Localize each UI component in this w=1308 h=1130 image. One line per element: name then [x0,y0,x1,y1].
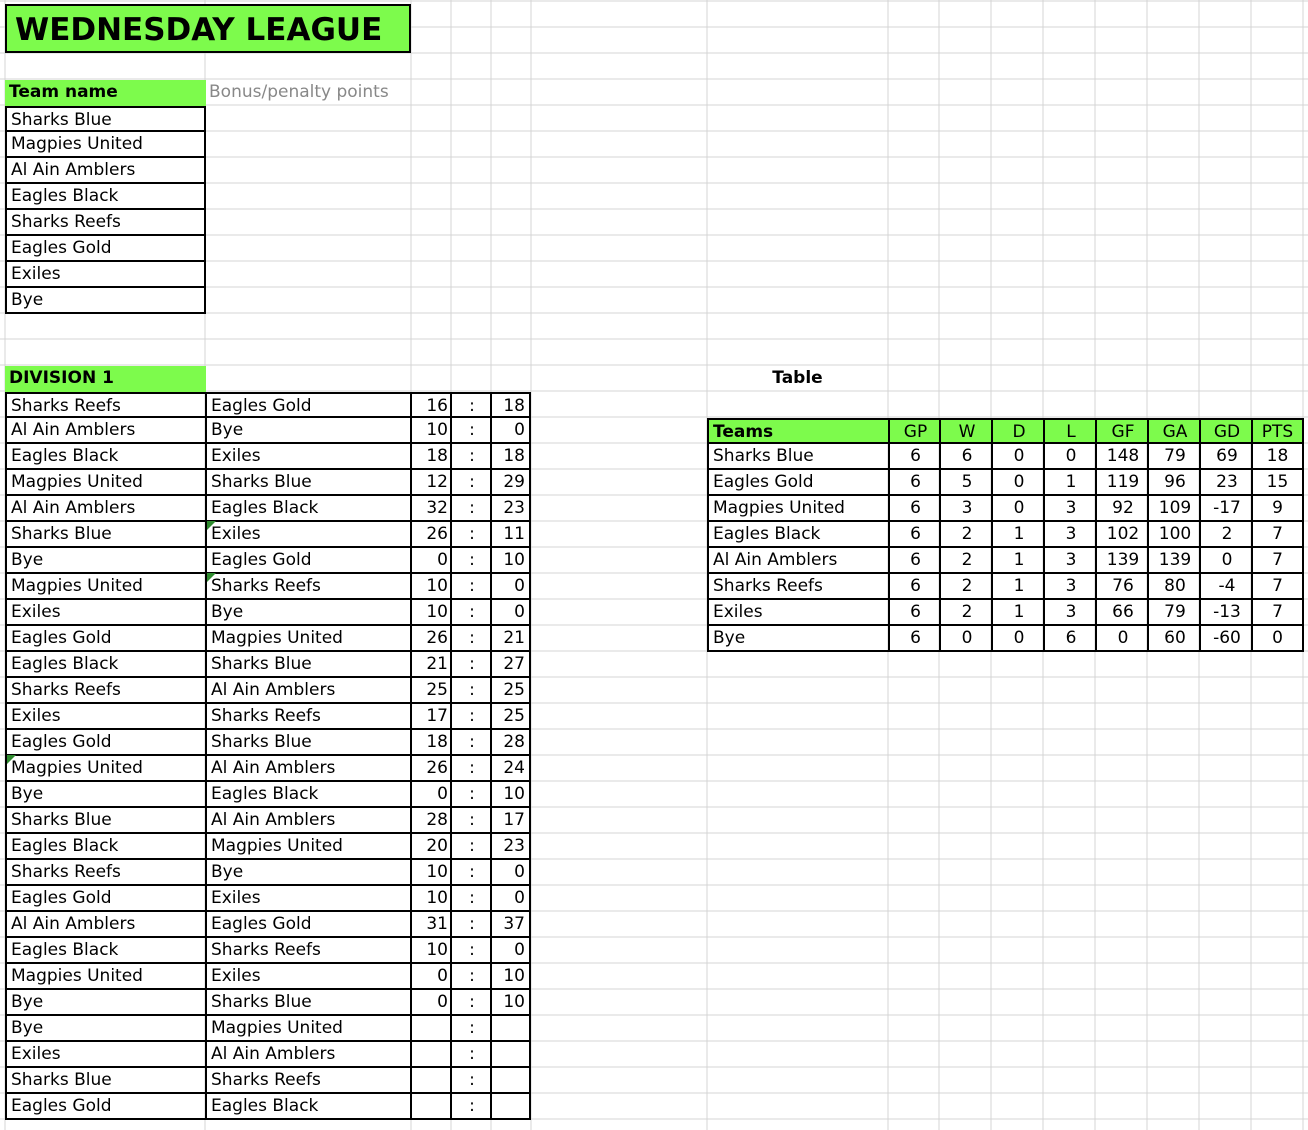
division-header[interactable]: DIVISION 1 [5,366,206,392]
fixture-home-score[interactable]: 10 [410,886,452,912]
fixture-score-separator[interactable]: : [450,1016,492,1042]
standings-gp[interactable]: 6 [888,444,941,470]
standings-pts[interactable]: 0 [1251,626,1304,652]
standings-header-d[interactable]: D [991,418,1045,444]
standings-gp[interactable]: 6 [888,574,941,600]
fixture-home-team[interactable]: Bye [5,990,207,1016]
fixture-home-score[interactable]: 10 [410,938,452,964]
fixture-home-score[interactable]: 21 [410,652,452,678]
team-list-item[interactable]: Exiles [5,262,206,288]
team-list-item[interactable]: Magpies United [5,132,206,158]
standings-d[interactable]: 0 [991,496,1045,522]
standings-gf[interactable]: 66 [1095,600,1149,626]
standings-gf[interactable]: 139 [1095,548,1149,574]
fixture-score-separator[interactable]: : [450,626,492,652]
standings-gp[interactable]: 6 [888,522,941,548]
standings-pts[interactable]: 18 [1251,444,1304,470]
standings-w[interactable]: 3 [939,496,993,522]
fixture-away-team[interactable]: Sharks Reefs [205,704,412,730]
fixture-away-score[interactable]: 21 [490,626,531,652]
standings-gf[interactable]: 0 [1095,626,1149,652]
fixture-home-team[interactable]: Magpies United [5,574,207,600]
fixture-home-score[interactable]: 0 [410,782,452,808]
fixture-away-team[interactable]: Magpies United [205,834,412,860]
fixture-away-team[interactable]: Sharks Blue [205,470,412,496]
fixture-home-team[interactable]: Sharks Blue [5,808,207,834]
fixture-home-team[interactable]: Exiles [5,704,207,730]
fixture-home-score[interactable]: 17 [410,704,452,730]
fixture-away-team[interactable]: Magpies United [205,1016,412,1042]
fixture-home-score[interactable]: 10 [410,600,452,626]
standings-header-ga[interactable]: GA [1147,418,1201,444]
fixture-score-separator[interactable]: : [450,782,492,808]
standings-d[interactable]: 1 [991,574,1045,600]
comment-indicator-icon[interactable] [207,573,216,582]
fixture-home-team[interactable]: Eagles Black [5,834,207,860]
standings-d[interactable]: 1 [991,522,1045,548]
fixture-away-team[interactable]: Exiles [205,964,412,990]
standings-team[interactable]: Exiles [707,600,890,626]
fixture-home-team[interactable]: Exiles [5,600,207,626]
fixture-away-score[interactable] [490,1094,531,1120]
standings-team[interactable]: Eagles Gold [707,470,890,496]
standings-team[interactable]: Al Ain Amblers [707,548,890,574]
fixture-away-team[interactable]: Exiles [205,886,412,912]
fixture-score-separator[interactable]: : [450,496,492,522]
fixture-home-team[interactable]: Magpies United [5,964,207,990]
fixture-home-score[interactable]: 28 [410,808,452,834]
fixture-score-separator[interactable]: : [450,756,492,782]
standings-ga[interactable]: 109 [1147,496,1201,522]
standings-gp[interactable]: 6 [888,600,941,626]
fixture-score-separator[interactable]: : [450,938,492,964]
standings-pts[interactable]: 7 [1251,574,1304,600]
standings-d[interactable]: 1 [991,548,1045,574]
standings-header-gf[interactable]: GF [1095,418,1149,444]
standings-header-pts[interactable]: PTS [1251,418,1304,444]
fixture-home-score[interactable] [410,1016,452,1042]
fixture-away-score[interactable]: 18 [490,444,531,470]
standings-l[interactable]: 3 [1043,600,1097,626]
fixture-home-score[interactable]: 18 [410,444,452,470]
fixture-score-separator[interactable]: : [450,808,492,834]
fixture-away-team[interactable]: Eagles Gold [205,392,412,418]
standings-w[interactable]: 2 [939,548,993,574]
standings-gp[interactable]: 6 [888,470,941,496]
fixture-away-team[interactable]: Sharks Blue [205,730,412,756]
fixture-away-team[interactable]: Bye [205,860,412,886]
standings-ga[interactable]: 79 [1147,444,1201,470]
standings-l[interactable]: 1 [1043,470,1097,496]
sheet-title[interactable]: WEDNESDAY LEAGUE [5,4,411,53]
fixture-score-separator[interactable]: : [450,860,492,886]
fixture-away-score[interactable]: 18 [490,392,531,418]
standings-team[interactable]: Sharks Reefs [707,574,890,600]
fixture-away-team[interactable]: Sharks Reefs [205,1068,412,1094]
standings-gp[interactable]: 6 [888,548,941,574]
fixture-home-team[interactable]: Magpies United [5,470,207,496]
fixture-home-team[interactable]: Eagles Black [5,938,207,964]
fixture-score-separator[interactable]: : [450,418,492,444]
fixture-away-score[interactable]: 0 [490,574,531,600]
standings-w[interactable]: 2 [939,522,993,548]
fixture-home-score[interactable]: 10 [410,574,452,600]
standings-gd[interactable]: -4 [1199,574,1253,600]
standings-d[interactable]: 0 [991,470,1045,496]
fixture-home-score[interactable]: 10 [410,860,452,886]
fixture-away-team[interactable]: Al Ain Amblers [205,808,412,834]
standings-gf[interactable]: 119 [1095,470,1149,496]
standings-team[interactable]: Bye [707,626,890,652]
fixture-score-separator[interactable]: : [450,964,492,990]
standings-ga[interactable]: 139 [1147,548,1201,574]
standings-pts[interactable]: 15 [1251,470,1304,496]
fixture-home-score[interactable]: 26 [410,522,452,548]
fixture-away-score[interactable] [490,1016,531,1042]
standings-w[interactable]: 0 [939,626,993,652]
fixture-away-score[interactable]: 0 [490,418,531,444]
fixture-away-team[interactable]: Al Ain Amblers [205,678,412,704]
standings-ga[interactable]: 80 [1147,574,1201,600]
standings-header-l[interactable]: L [1043,418,1097,444]
fixture-home-team[interactable]: Eagles Black [5,652,207,678]
fixture-away-score[interactable]: 28 [490,730,531,756]
fixture-home-team[interactable]: Sharks Blue [5,1068,207,1094]
fixture-away-score[interactable]: 24 [490,756,531,782]
standings-w[interactable]: 6 [939,444,993,470]
fixture-score-separator[interactable]: : [450,600,492,626]
fixture-away-score[interactable]: 0 [490,600,531,626]
fixture-home-team[interactable]: Eagles Gold [5,1094,207,1120]
fixture-home-team[interactable]: Bye [5,1016,207,1042]
fixture-away-team[interactable]: Al Ain Amblers [205,1042,412,1068]
fixture-away-team[interactable]: Eagles Gold [205,912,412,938]
standings-team[interactable]: Eagles Black [707,522,890,548]
standings-gd[interactable]: 2 [1199,522,1253,548]
standings-gf[interactable]: 148 [1095,444,1149,470]
team-list-item[interactable]: Eagles Black [5,184,206,210]
fixture-home-team[interactable]: Al Ain Amblers [5,418,207,444]
fixture-home-team[interactable]: Magpies United [5,756,207,782]
standings-l[interactable]: 3 [1043,496,1097,522]
comment-indicator-icon[interactable] [7,755,16,764]
fixture-away-score[interactable]: 0 [490,860,531,886]
fixture-home-team[interactable]: Al Ain Amblers [5,496,207,522]
fixture-away-team[interactable]: Al Ain Amblers [205,756,412,782]
standings-gp[interactable]: 6 [888,626,941,652]
fixture-away-score[interactable]: 10 [490,782,531,808]
team-list-item[interactable]: Al Ain Amblers [5,158,206,184]
standings-gd[interactable]: 0 [1199,548,1253,574]
fixture-score-separator[interactable]: : [450,912,492,938]
fixture-score-separator[interactable]: : [450,1068,492,1094]
fixture-score-separator[interactable]: : [450,886,492,912]
fixture-away-score[interactable]: 25 [490,678,531,704]
standings-l[interactable]: 3 [1043,522,1097,548]
fixture-away-team[interactable]: Exiles [205,522,412,548]
standings-gd[interactable]: -13 [1199,600,1253,626]
standings-gp[interactable]: 6 [888,496,941,522]
standings-gd[interactable]: -17 [1199,496,1253,522]
fixture-away-score[interactable] [490,1042,531,1068]
fixture-away-team[interactable]: Sharks Reefs [205,938,412,964]
fixture-away-team[interactable]: Sharks Blue [205,990,412,1016]
standings-header-teams[interactable]: Teams [707,418,890,444]
fixture-away-score[interactable] [490,1068,531,1094]
standings-d[interactable]: 0 [991,626,1045,652]
fixture-home-team[interactable]: Eagles Gold [5,886,207,912]
standings-ga[interactable]: 100 [1147,522,1201,548]
fixture-home-score[interactable]: 18 [410,730,452,756]
fixture-home-score[interactable]: 25 [410,678,452,704]
team-list-item[interactable]: Eagles Gold [5,236,206,262]
fixture-away-score[interactable]: 23 [490,496,531,522]
fixture-away-score[interactable]: 17 [490,808,531,834]
fixture-home-team[interactable]: Sharks Blue [5,522,207,548]
team-list-item[interactable]: Sharks Reefs [5,210,206,236]
fixture-away-team[interactable]: Eagles Black [205,782,412,808]
fixture-home-team[interactable]: Bye [5,782,207,808]
standings-gf[interactable]: 92 [1095,496,1149,522]
fixture-away-team[interactable]: Eagles Black [205,496,412,522]
fixture-home-score[interactable]: 26 [410,756,452,782]
standings-ga[interactable]: 79 [1147,600,1201,626]
fixture-home-score[interactable]: 32 [410,496,452,522]
fixture-score-separator[interactable]: : [450,730,492,756]
fixture-home-team[interactable]: Al Ain Amblers [5,912,207,938]
fixture-away-score[interactable]: 10 [490,990,531,1016]
standings-gd[interactable]: 23 [1199,470,1253,496]
standings-w[interactable]: 2 [939,574,993,600]
standings-w[interactable]: 5 [939,470,993,496]
fixture-score-separator[interactable]: : [450,1094,492,1120]
comment-indicator-icon[interactable] [207,521,216,530]
standings-l[interactable]: 0 [1043,444,1097,470]
standings-l[interactable]: 3 [1043,574,1097,600]
fixture-home-team[interactable]: Sharks Reefs [5,392,207,418]
fixture-home-score[interactable] [410,1042,452,1068]
standings-ga[interactable]: 96 [1147,470,1201,496]
fixture-score-separator[interactable]: : [450,1042,492,1068]
standings-pts[interactable]: 9 [1251,496,1304,522]
fixture-away-team[interactable]: Eagles Gold [205,548,412,574]
standings-header-gp[interactable]: GP [888,418,941,444]
standings-pts[interactable]: 7 [1251,522,1304,548]
fixture-home-team[interactable]: Bye [5,548,207,574]
fixture-home-score[interactable]: 31 [410,912,452,938]
standings-l[interactable]: 3 [1043,548,1097,574]
fixture-away-team[interactable]: Bye [205,418,412,444]
standings-ga[interactable]: 60 [1147,626,1201,652]
fixture-home-team[interactable]: Eagles Black [5,444,207,470]
fixture-away-team[interactable]: Sharks Reefs [205,574,412,600]
fixture-away-score[interactable]: 29 [490,470,531,496]
fixture-away-score[interactable]: 11 [490,522,531,548]
fixture-score-separator[interactable]: : [450,574,492,600]
fixture-away-team[interactable]: Magpies United [205,626,412,652]
fixture-score-separator[interactable]: : [450,522,492,548]
team-list-header[interactable]: Team name [5,80,206,106]
team-list-item[interactable]: Sharks Blue [5,106,206,132]
fixture-away-team[interactable]: Sharks Blue [205,652,412,678]
fixture-home-team[interactable]: Sharks Reefs [5,860,207,886]
fixture-away-score[interactable]: 0 [490,938,531,964]
fixture-away-team[interactable]: Exiles [205,444,412,470]
standings-team[interactable]: Magpies United [707,496,890,522]
standings-team[interactable]: Sharks Blue [707,444,890,470]
standings-gd[interactable]: -60 [1199,626,1253,652]
fixture-score-separator[interactable]: : [450,704,492,730]
standings-gf[interactable]: 76 [1095,574,1149,600]
fixture-score-separator[interactable]: : [450,990,492,1016]
standings-gf[interactable]: 102 [1095,522,1149,548]
standings-pts[interactable]: 7 [1251,548,1304,574]
fixture-home-team[interactable]: Eagles Gold [5,626,207,652]
fixture-home-score[interactable]: 10 [410,418,452,444]
fixture-score-separator[interactable]: : [450,470,492,496]
fixture-home-score[interactable] [410,1094,452,1120]
fixture-score-separator[interactable]: : [450,652,492,678]
fixture-home-score[interactable] [410,1068,452,1094]
standings-gd[interactable]: 69 [1199,444,1253,470]
standings-title[interactable]: Table [772,368,823,388]
fixture-away-team[interactable]: Eagles Black [205,1094,412,1120]
fixture-away-score[interactable]: 10 [490,548,531,574]
bonus-points-header[interactable]: Bonus/penalty points [209,82,389,102]
fixture-away-score[interactable]: 0 [490,886,531,912]
fixture-home-score[interactable]: 26 [410,626,452,652]
standings-d[interactable]: 0 [991,444,1045,470]
fixture-score-separator[interactable]: : [450,834,492,860]
fixture-away-score[interactable]: 10 [490,964,531,990]
fixture-away-score[interactable]: 23 [490,834,531,860]
fixture-home-team[interactable]: Eagles Gold [5,730,207,756]
fixture-home-score[interactable]: 12 [410,470,452,496]
standings-d[interactable]: 1 [991,600,1045,626]
fixture-home-score[interactable]: 0 [410,990,452,1016]
standings-pts[interactable]: 7 [1251,600,1304,626]
fixture-home-team[interactable]: Sharks Reefs [5,678,207,704]
fixture-away-score[interactable]: 37 [490,912,531,938]
fixture-home-score[interactable]: 0 [410,548,452,574]
fixture-away-team[interactable]: Bye [205,600,412,626]
fixture-home-score[interactable]: 16 [410,392,452,418]
fixture-away-score[interactable]: 25 [490,704,531,730]
standings-w[interactable]: 2 [939,600,993,626]
fixture-home-team[interactable]: Exiles [5,1042,207,1068]
team-list-item[interactable]: Bye [5,288,206,314]
standings-header-gd[interactable]: GD [1199,418,1253,444]
fixture-score-separator[interactable]: : [450,548,492,574]
standings-l[interactable]: 6 [1043,626,1097,652]
fixture-score-separator[interactable]: : [450,444,492,470]
fixture-score-separator[interactable]: : [450,392,492,418]
standings-header-w[interactable]: W [939,418,993,444]
fixture-away-score[interactable]: 27 [490,652,531,678]
fixture-score-separator[interactable]: : [450,678,492,704]
fixture-home-score[interactable]: 20 [410,834,452,860]
fixture-home-score[interactable]: 0 [410,964,452,990]
